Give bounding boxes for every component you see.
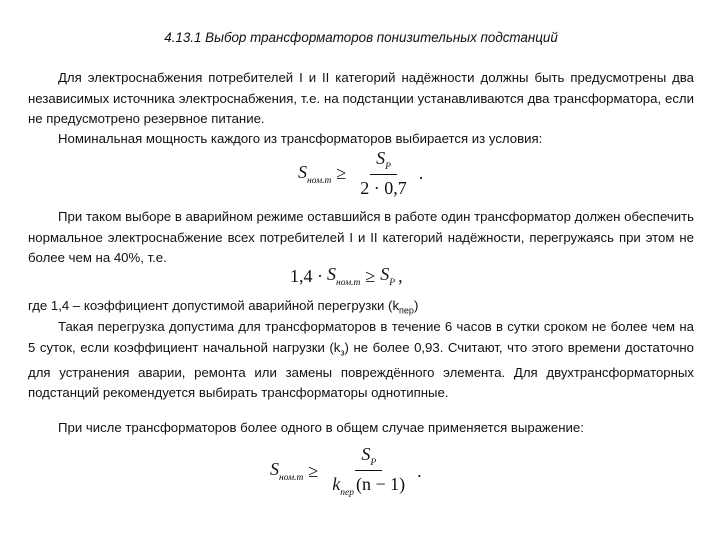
paragraph-4: где 1,4 – коэффициент допустимой аварийной перегрузки $(k_{пер})$ <box>28 298 419 316</box>
formula-3-tail: . <box>417 460 422 481</box>
paragraph-2: Номинальная мощность каждого из трансформаторов выбирается из условия: <box>58 131 543 146</box>
formula-2-rhs: $S_P$ <box>380 264 396 288</box>
formula-1-lhs: $S_{ном.т}$ <box>298 161 332 186</box>
formula-2-lhs: $S_{ном.т}$ <box>327 264 361 288</box>
paragraph-1: Для электроснабжения потребителей I и II категорий надёжности должны быть предусмотрены два независимых источника электроснабжения, т.е. на подстанции устанавливаются два трансформатора, если не предусмотрено резервное питание. <box>28 70 694 126</box>
formula-2-coefficient: 1,4 · <box>290 265 323 286</box>
formula-3-denominator: $k_{пер}$ (n − 1) <box>332 474 406 498</box>
formula-3-numerator: $S_P$ <box>355 444 382 471</box>
formula-1-denominator: 2 · 0,7 <box>360 178 407 198</box>
paragraph-3: При таком выборе в аварийном режиме оставшийся в работе один трансформатор должен обеспечить нормальное электроснабжение всех потребителей I и II категорий надёжности, перегружаясь при этом не более чем на 40%, т.е. <box>28 209 694 265</box>
formula-overload <box>290 264 403 288</box>
paragraph-6: При числе трансформаторов более одного в общем случае применяется выражение: <box>58 420 584 435</box>
formula-1-tail: . <box>418 163 424 183</box>
formula-1-numerator: $S_P$ <box>370 148 397 175</box>
formula-nominal-power <box>298 148 423 199</box>
formula-general <box>270 444 422 498</box>
section-title: 4.13.1 Выбор трансформаторов понизительных подстанций <box>164 30 558 45</box>
formula-2-tail: , <box>398 265 403 286</box>
formula-1-operator: ≥ <box>336 163 347 183</box>
formula-3-operator: ≥ <box>308 460 319 481</box>
paragraph-5: Такая перегрузка допустима для трансформаторов в течение 6 часов в сутки сроком не более чем на 5 суток, если коэффициент начальной нагрузки $(k_з)$ не более 0,93. Считают, что этого времени достаточно для устранения аварии, ремонта или замены повреждённого элемента. Для двухтрансформаторных подстанций рекомендуется выбирать трансформаторы однотипные. <box>28 319 695 401</box>
formula-3-fraction <box>326 444 411 498</box>
formula-2-operator: ≥ <box>365 265 376 286</box>
formula-3-lhs: $S_{ном.т}$ <box>270 459 304 483</box>
formula-1-fraction <box>354 148 413 199</box>
